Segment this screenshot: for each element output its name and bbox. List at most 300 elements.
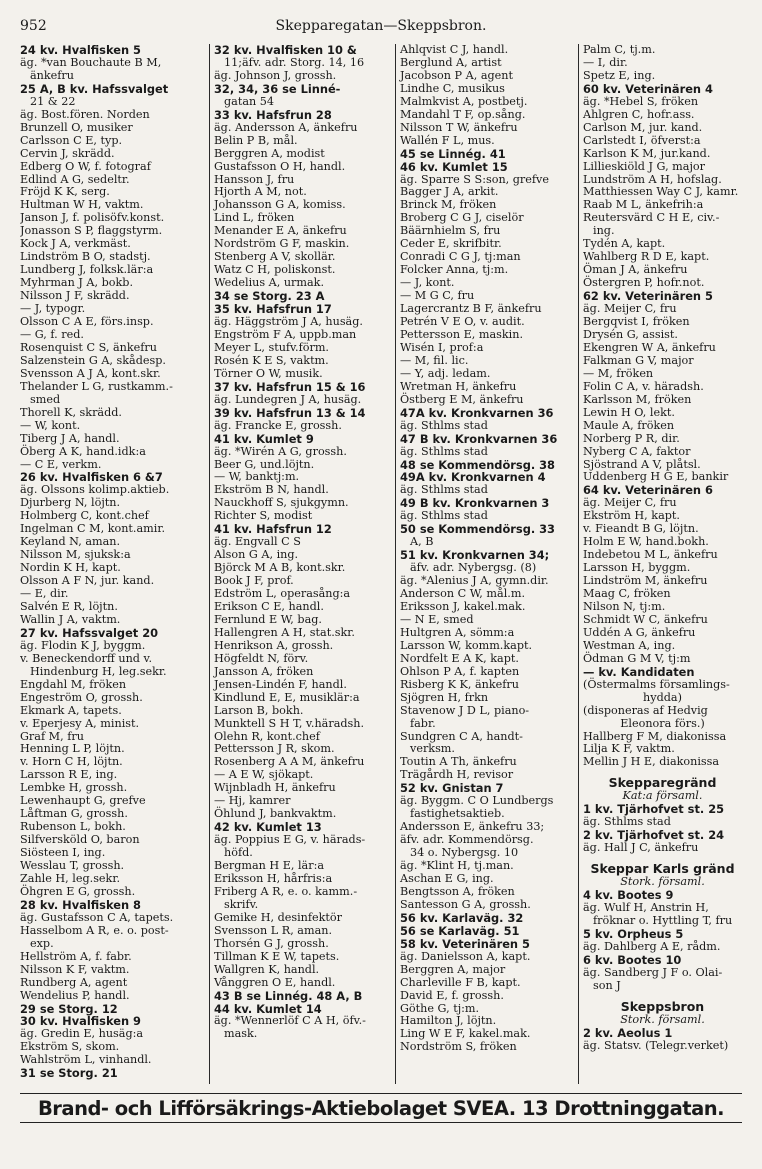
directory-entry: Hellström A, f. fabr. [20, 949, 132, 963]
directory-entry: Nauckhoff S, sjukgymn. [214, 496, 349, 510]
directory-entry: Petrén V E O, v. audit. [400, 315, 525, 329]
property-heading: 47 B kv. Kronkvarnen 36 [400, 431, 558, 446]
directory-entry: Drysén G, assist. [583, 327, 678, 341]
directory-entry: Karlson K M, jur.kand. [583, 146, 711, 160]
directory-entry: Andersson E, änkefru 33; [400, 820, 545, 834]
directory-entry: Rubenson L, bokh. [20, 820, 126, 834]
directory-entry: äg. Sthlms stad [400, 444, 488, 458]
directory-entry: Nordin K H, kapt. [20, 561, 121, 575]
directory-entry: exp. [30, 936, 54, 950]
directory-entry: Berglund A, artist [400, 55, 502, 69]
directory-entry: äg. Häggström J A, husäg. [214, 315, 363, 329]
directory-entry: Palm C, tj.m. [583, 44, 656, 56]
property-heading: 58 kv. Veterinären 5 [400, 936, 530, 951]
directory-entry: äg. *Alenius J A, gymn.dir. [400, 574, 549, 588]
property-heading: 64 kv. Veterinären 6 [583, 483, 713, 498]
directory-entry: Larsson R E, ing. [20, 768, 118, 782]
property-heading: 50 se Kommendörsg. 33 [400, 522, 555, 537]
directory-entry: Wendelius P, handl. [20, 988, 130, 1002]
directory-entry: Öhlund J, bankvaktm. [214, 807, 337, 821]
directory-entry: Lundberg J, folksk.lär:a [20, 263, 154, 277]
directory-entry: Spetz E, ing. [583, 68, 656, 82]
directory-entry: Lindhe C, musikus [400, 81, 505, 95]
directory-entry: Carlstedt I, öfverst:a [583, 133, 701, 147]
property-heading: 27 kv. Hafssvalget 20 [20, 625, 159, 640]
directory-entry: Engström F A, uppb.man [214, 327, 357, 341]
page-title: Skepparegatan—Skeppsbron. [275, 18, 487, 34]
directory-entry: — W, banktj:m. [214, 470, 300, 484]
directory-entry: Rosén K E S, vaktm. [214, 353, 329, 367]
directory-entry: Tydén A, kapt. [583, 237, 666, 251]
directory-entry: Olehn R, kont.chef [214, 729, 320, 743]
directory-entry: Brunzell O, musiker [20, 120, 133, 134]
directory-entry: Hasselbom A R, e. o. post- [20, 923, 169, 937]
directory-entry: höfd. [224, 846, 253, 860]
directory-entry: Larsson H, byggm. [583, 561, 691, 575]
directory-entry: Santesson G A, grossh. [400, 897, 531, 911]
directory-entry: Myhrman J A, bokb. [20, 276, 133, 290]
directory-entry: Holm E W, hand.bokh. [583, 535, 709, 549]
directory-entry: — C E, verkm. [20, 457, 102, 471]
directory-entry: Mellin J H E, diakonissa [583, 755, 720, 769]
directory-entry: Ling W E F, kakel.mak. [400, 1027, 531, 1041]
directory-entry: Wallén F L, mus. [400, 133, 495, 147]
directory-entry: Folin C A, v. häradsh. [583, 379, 704, 393]
directory-entry: Pettersson J R, skom. [214, 742, 335, 756]
directory-entry: äfv. adr. Kommendörsg. [400, 833, 534, 847]
directory-entry: äg. Sthlms stad [583, 815, 671, 829]
directory-entry: äfv. adr. Nybergsg. (8) [410, 561, 537, 575]
directory-entry: — Hj, kamrer [214, 794, 291, 808]
directory-entry: Beer G, und.löjtn. [214, 457, 315, 471]
directory-entry: Jansson A, fröken [214, 664, 314, 678]
directory-entry: Thelander L G, rustkamm.- [20, 379, 173, 393]
directory-entry: Ekström B N, handl. [214, 483, 329, 497]
property-heading: 49A kv. Kronkvarnen 4 [400, 470, 546, 485]
directory-entry: (Östermalms församlings- [583, 677, 730, 691]
directory-entry: äg. Wulf H, Anstrin H, [583, 901, 709, 915]
directory-entry: Ohlson P A, f. kapten [400, 664, 520, 678]
street-heading: Skeppar Karls gränd [590, 861, 735, 877]
directory-entry: gatan 54 [224, 94, 274, 108]
directory-entry: Eleonora förs.) [620, 716, 705, 730]
directory-entry: skrifv. [224, 897, 259, 911]
directory-entry: äg. *Klint H, tj.man. [400, 859, 514, 873]
directory-entry: Rosenquist C S, änkefru [20, 340, 157, 354]
directory-entry: Norberg P R, dir. [583, 431, 680, 445]
directory-entry: Book J F, prof. [214, 574, 294, 588]
property-heading: 1 kv. Tjärhofvet st. 25 [583, 802, 725, 817]
directory-entry: Tillman K E W, tapets. [214, 949, 340, 963]
directory-entry: Uddenberg H G E, bankir [583, 470, 729, 484]
directory-entry: äg. Dahlberg A E, rådm. [583, 939, 721, 953]
directory-entry: äg. Sparre S S:son, grefve [400, 172, 549, 186]
directory-entry: Östergren P, hofr.not. [583, 276, 705, 290]
property-heading: 25 A, B kv. Hafssvalget [20, 81, 169, 96]
property-heading: 2 kv. Aeolus 1 [583, 1025, 673, 1040]
directory-entry: Conradi C G J, tj:man [400, 250, 521, 264]
directory-entry: Tiberg J A, handl. [20, 431, 120, 445]
directory-entry: Eriksson H, hårfris:a [214, 872, 333, 885]
directory-entry: v. Eperjesy A, minist. [20, 716, 140, 730]
directory-entry: Sjöstrand A V, plåtsl. [583, 457, 701, 471]
property-heading: 47A kv. Kronkvarnen 36 [400, 405, 554, 420]
directory-entry: Erikson C E, handl. [214, 599, 324, 613]
directory-entry: Nordfelt E A K, kapt. [400, 651, 519, 665]
directory-entry: fabr. [410, 716, 436, 730]
property-heading: 51 kv. Kronkvarnen 34; [400, 548, 550, 563]
directory-entry: Ahlgren C, hofr.ass. [583, 107, 695, 121]
directory-entry: — E, dir. [20, 587, 69, 601]
directory-entry: Brinck M, fröken [400, 198, 497, 212]
directory-entry: Munktell S H T, v.häradsh. [214, 716, 365, 730]
footer-rule-bottom [20, 1122, 742, 1123]
directory-entry: ing. [593, 224, 615, 238]
directory-entry: Hjorth A M, not. [214, 185, 307, 199]
directory-entry: äg. Sandberg J F o. Olai- [583, 965, 723, 979]
directory-entry: Fröjd K K, serg. [20, 185, 110, 199]
directory-entry: Westman A, ing. [583, 638, 676, 652]
directory-entry: Nyberg C A, faktor [583, 444, 691, 458]
directory-entry: 11;äfv. adr. Storg. 14, 16 [224, 55, 365, 69]
property-heading: 24 kv. Hvalfisken 5 [20, 44, 141, 57]
directory-entry: äg. Lundegren J A, husäg. [214, 392, 362, 406]
footer-advertisement: Brand- och Lifförsäkrings-Aktiebolaget SVEA. 13 Drottninggatan. [37, 1097, 725, 1120]
directory-entry: äg. Olssons kolimp.aktieb. [20, 483, 170, 497]
directory-entry: Berggren A, major [400, 962, 506, 976]
directory-entry: Thorell K, skrädd. [20, 405, 122, 419]
directory-entry: Salvén E R, löjtn. [20, 599, 118, 613]
property-heading: 44 kv. Kumlet 14 [214, 1001, 322, 1016]
directory-entry: Svensson L R, aman. [214, 923, 333, 937]
property-heading: 60 kv. Veterinären 4 [583, 81, 713, 96]
property-heading: 4 kv. Bootes 9 [583, 888, 674, 903]
directory-entry: — A E W, sjökapt. [214, 768, 314, 782]
directory-entry: Fernlund E W, bag. [214, 612, 322, 626]
directory-entry: Belin P B, mål. [214, 133, 298, 147]
directory-entry: äg. Johnson J, grossh. [214, 68, 337, 82]
property-heading: 46 kv. Kumlet 15 [400, 159, 508, 174]
column-1 [20, 44, 209, 1084]
property-heading: 52 kv. Gnistan 7 [400, 781, 504, 796]
directory-entry: (disponeras af Hedvig [583, 703, 708, 717]
directory-entry: v. Beneckendorff und v. [20, 651, 153, 665]
directory-entry: Nordström S, fröken [400, 1040, 517, 1054]
directory-entry: Raab M L, änkefrih:a [583, 198, 704, 212]
property-heading: 43 B se Linnég. 48 A, B [214, 988, 363, 1003]
directory-entry: Uddén A G, änkefru [583, 625, 696, 639]
directory-entry: äg. Sthlms stad [400, 509, 488, 523]
directory-entry: Toutin A Th, änkefru [400, 755, 517, 769]
directory-entry: Låftman G, grossh. [20, 807, 128, 821]
directory-entry: Bergman H E, lär:a [214, 859, 325, 873]
directory-entry: Svensson A J A, kont.skr. [20, 366, 161, 380]
directory-entry: Meyer L, stufv.förm. [214, 340, 329, 354]
property-heading: 6 kv. Bootes 10 [583, 952, 682, 967]
directory-entry: — J, typogr. [20, 302, 86, 316]
property-heading: 62 kv. Veterinären 5 [583, 289, 713, 304]
parish-label: Stork. församl. [620, 875, 705, 889]
directory-entry: äg. Francke E, grossh. [214, 418, 342, 432]
directory-entry: Lilja K F, vaktm. [583, 742, 675, 756]
directory-entry: Nordström G F, maskin. [214, 237, 350, 251]
directory-entry: Thorsén G J, grossh. [214, 936, 329, 950]
property-heading: 28 kv. Hvalfisken 8 [20, 897, 141, 912]
directory-entry: äg. Bost.fören. Norden [20, 107, 150, 121]
directory-entry: Silfversköld O, baron [20, 833, 140, 847]
directory-entry: Larsson W, komm.kapt. [400, 638, 533, 652]
property-heading: 49 B kv. Kronkvarnen 3 [400, 496, 550, 511]
directory-entry: Lewin H O, lekt. [583, 405, 675, 419]
directory-entry: A, B [410, 535, 434, 549]
directory-entry: Rosenberg A A M, änkefru [214, 755, 365, 769]
directory-entry: Hallengren A H, stat.skr. [214, 625, 355, 639]
directory-entry: fastighetsaktieb. [410, 807, 505, 821]
property-heading: 30 kv. Hvalfisken 9 [20, 1014, 141, 1029]
directory-entry: Gustafsson O H, handl. [214, 159, 346, 173]
parish-label: Stork. församl. [620, 1012, 705, 1026]
directory-entry: Ceder E, skrifbitr. [400, 237, 502, 251]
directory-entry: äg. *Wennerlöf C A H, öfv.- [214, 1014, 366, 1028]
property-heading: 5 kv. Orpheus 5 [583, 926, 684, 941]
directory-entry: Siösteen I, ing. [20, 846, 106, 860]
directory-entry: Maag C, fröken [583, 587, 671, 601]
property-heading: 41 kv. Kumlet 9 [214, 431, 314, 446]
directory-entry: Hansson J, fru [214, 172, 295, 186]
directory-entry: äg. Poppius E G, v. härads- [214, 833, 366, 847]
directory-entry: Indebetou M L, änkefru [583, 548, 718, 562]
directory-entry: Carlsson C E, typ. [20, 133, 123, 147]
directory-entry: Anderson C W, mål.m. [400, 587, 525, 601]
column-2 [209, 44, 395, 1084]
directory-entry: Ingelman C M, kont.amir. [20, 522, 166, 536]
directory-entry: Nilsson J F, skrädd. [20, 289, 130, 303]
directory-entry: Ekström S, skom. [20, 1040, 120, 1054]
directory-entry: Watz C H, poliskonst. [214, 263, 336, 277]
directory-entry: Lillieskiöld J G, major [583, 159, 706, 173]
street-heading: Skepparegränd [608, 775, 717, 791]
directory-entry: Lagercrantz B F, änkefru [400, 302, 542, 316]
column-4 [578, 44, 742, 1084]
directory-entry: Sjögren H, frkn [400, 690, 489, 704]
directory-entry: smed [30, 392, 61, 406]
property-heading: 35 kv. Hafsfrun 17 [214, 302, 332, 317]
directory-entry: fröknar o. Hyttling T, fru [593, 914, 733, 927]
directory-entry: äg. Hall J C, änkefru [583, 841, 699, 855]
directory-entry: äg. Sthlms stad [400, 483, 488, 497]
directory-entry: Vånggren O E, handl. [214, 975, 336, 989]
directory-entry: — I, dir. [583, 55, 628, 69]
directory-entry: Bergqvist I, fröken [583, 315, 690, 329]
directory-entry: äg. *Hebel S, fröken [583, 94, 699, 108]
directory-entry: verksm. [410, 742, 455, 756]
directory-entry: — N E, smed [400, 612, 474, 626]
property-heading: 32, 34, 36 se Linné- [214, 81, 341, 96]
property-heading: 39 kv. Hafsfrun 13 & 14 [214, 405, 366, 420]
directory-entry: — M, fröken [583, 366, 654, 380]
directory-entry: v. Fieandt B G, löjtn. [583, 522, 699, 536]
directory-entry: Öhgren E G, grossh. [20, 884, 136, 898]
directory-entry: Larson B, bokh. [214, 703, 304, 717]
directory-entry: Öberg A K, hand.idk:a [20, 444, 146, 458]
directory-entry: Jacobson P A, agent [400, 68, 513, 82]
directory-entry: Lindström B O, stadstj. [20, 250, 151, 264]
directory-entry: Maule A, fröken [583, 418, 675, 432]
street-heading: Skeppsbron [620, 998, 705, 1014]
directory-entry: Kock J A, verkmäst. [20, 237, 131, 251]
directory-entry: Lembke H, grossh. [20, 781, 128, 795]
directory-entry: Göthe G, tj:m. [400, 1001, 480, 1015]
property-heading: 48 se Kommendörsg. 38 [400, 457, 555, 472]
property-heading: 56 kv. Karlaväg. 32 [400, 910, 524, 925]
directory-entry: Lindström M, änkefru [583, 574, 708, 588]
directory-entry: Matthiessen Way C J, kamr. [583, 185, 739, 199]
property-heading: 42 kv. Kumlet 13 [214, 820, 322, 835]
property-heading: 26 kv. Hvalfisken 6 &7 [20, 470, 163, 485]
directory-entry: Alson G A, ing. [214, 548, 299, 562]
directory-entry: Ödman G M V, tj:m [583, 651, 691, 665]
directory-entry: Wesslau T, grossh. [20, 859, 125, 873]
parish-label: Kat:a församl. [622, 789, 703, 803]
property-heading: 41 kv. Hafsfrun 12 [214, 522, 332, 537]
directory-entry: Hindenburg H, leg.sekr. [30, 664, 167, 678]
directory-entry: äg. Meijer C, fru [583, 302, 677, 316]
directory-entry: Hultgren A, sömm:a [400, 625, 515, 639]
property-heading: 56 se Karlaväg. 51 [400, 923, 520, 938]
directory-entry: äg. Gredin E, husäg:a [20, 1027, 144, 1041]
directory-entry: Högfeldt N, förv. [214, 651, 309, 665]
directory-entry: son J [593, 978, 621, 992]
directory-entry: Broberg C G J, ciselör [400, 211, 524, 225]
directory-entry: Risberg K K, änkefru [400, 677, 519, 691]
directory-entry: Ekström H, kapt. [583, 509, 680, 523]
directory-entry: Stenberg A V, skollär. [214, 250, 336, 264]
directory-entry: Janson J, f. polisöfv.konst. [20, 211, 165, 225]
directory-entry: änkefru [30, 68, 74, 82]
directory-entry: Henrikson A, grossh. [214, 638, 334, 652]
property-heading: 34 se Storg. 23 A [214, 289, 325, 304]
directory-entry: Nilson N, tj:m. [583, 599, 666, 613]
page-number: 952 [20, 18, 47, 34]
directory-entry: Gemike H, desinfektör [214, 910, 342, 924]
directory-entry: Aschan E G, ing. [400, 872, 494, 885]
directory-entry: Nilsson T W, änkefru [400, 120, 518, 134]
directory-entry: Graf M, fru [20, 729, 84, 743]
footer-rule-top [20, 1093, 742, 1094]
directory-entry: Keyland N, aman. [20, 535, 121, 549]
directory-entry: Friberg A R, e. o. kamm.- [214, 884, 358, 898]
directory-entry: Zahle H, leg.sekr. [20, 872, 121, 885]
directory-entry: Ekmark A, tapets. [20, 703, 122, 717]
directory-entry: Jensen-Lindén F, handl. [214, 677, 347, 691]
directory-entry: Schmidt W C, änkefru [583, 612, 708, 626]
directory-entry: — Y, adj. ledam. [400, 366, 491, 380]
directory-entry: Malmkvist A, postbetj. [400, 94, 528, 108]
directory-entry: — J, kont. [400, 276, 455, 290]
directory-entry: hydda) [643, 690, 682, 704]
directory-entry: Nilsson K F, vaktm. [20, 962, 130, 976]
directory-entry: Östberg E M, änkefru [400, 392, 524, 406]
directory-entry: Wisén I, prof:a [400, 340, 484, 354]
directory-entry: Wijnbladh H, änkefru [214, 781, 336, 795]
directory-entry: Holmberg C, kont.chef [20, 509, 149, 523]
directory-entry: Öman J A, änkefru [583, 263, 688, 277]
directory-entry: Richter S, modist [214, 509, 313, 523]
directory-entry: Engdahl M, fröken [20, 677, 127, 691]
directory-entry: äg. Byggm. C O Lundbergs [400, 794, 554, 808]
directory-entry: Djurberg N, löjtn. [20, 496, 121, 510]
page-header [20, 18, 744, 40]
directory-entry: 34 o. Nybergsg. 10 [410, 846, 519, 860]
directory-entry: Hultman W H, vaktm. [20, 198, 144, 212]
directory-entry: Wretman H, änkefru [400, 379, 517, 393]
directory-entry: David E, f. grossh. [400, 988, 504, 1002]
directory-entry: Kindlund E, E, musiklär:a [214, 690, 360, 704]
directory-entry: äg. Meijer C, fru [583, 496, 677, 510]
property-heading: 45 se Linnég. 41 [400, 146, 506, 161]
property-heading: 32 kv. Hvalfisken 10 & [214, 44, 357, 57]
directory-entry: Johansson G A, komiss. [214, 198, 346, 212]
property-heading: 37 kv. Hafsfrun 15 & 16 [214, 379, 366, 394]
directory-entry: Ahlqvist C J, handl. [400, 44, 509, 56]
directory-entry: Eriksson J, kakel.mak. [400, 599, 526, 613]
directory-entry: Sundgren C A, handt- [400, 729, 523, 743]
directory-entry: mask. [224, 1027, 258, 1041]
directory-entry: Edberg O W, f. fotograf [20, 159, 151, 173]
directory-entry: Wedelius A, urmak. [214, 276, 325, 290]
directory-entry: Karlsson M, fröken [583, 392, 692, 406]
directory-entry: Salzenstein G A, skådesp. [20, 353, 166, 367]
directory-entry: Törner O W, musik. [214, 366, 323, 380]
directory-entry: Rundberg A, agent [20, 975, 128, 989]
directory-entry: äg. Sthlms stad [400, 418, 488, 432]
property-heading: — kv. Kandidaten [583, 664, 695, 679]
directory-entry: v. Horn C H, löjtn. [20, 755, 123, 769]
directory-entry: Henning L P, löjtn. [20, 742, 125, 756]
directory-entry: Stavenow J D L, piano- [400, 703, 530, 717]
directory-entry: Engeström O, grossh. [20, 690, 143, 704]
directory-entry: Edlind A G, sedeltr. [20, 172, 130, 186]
directory-entry: Nilsson M, sjuksk:a [20, 548, 131, 562]
directory-entry: 21 & 22 [30, 94, 76, 108]
directory-entry: Falkman G V, major [583, 353, 694, 367]
property-heading: 2 kv. Tjärhofvet st. 24 [583, 828, 725, 843]
directory-entry: Charleville F B, kapt. [400, 975, 521, 989]
directory-entry: — M G C, fru [400, 289, 475, 303]
directory-entry: Cervin J, skrädd. [20, 146, 115, 160]
directory-entry: Pettersson E, maskin. [400, 327, 524, 341]
directory-entry: Olsson C A E, förs.insp. [20, 315, 154, 329]
directory-entry: Menander E A, änkefru [214, 224, 347, 238]
property-heading: 33 kv. Hafsfrun 28 [214, 107, 332, 122]
directory-entry: Wahlström L, vinhandl. [20, 1053, 152, 1067]
directory-entry: äg. *Wirén A G, grossh. [214, 444, 347, 458]
property-heading: 31 se Storg. 21 [20, 1066, 118, 1081]
directory-entry: äg. Statsv. (Telegr.verket) [583, 1038, 729, 1052]
directory-entry: äg. *van Bouchaute B M, [20, 55, 162, 69]
directory-entry: Wallgren K, handl. [214, 962, 320, 976]
directory-entry: Berggren A, modist [214, 146, 325, 160]
directory-entry: Hamilton J, löjtn. [400, 1014, 497, 1028]
directory-entry: Mandahl T F, op.sång. [400, 107, 526, 121]
directory-entry: Wallin J A, vaktm. [20, 612, 121, 626]
directory-columns [20, 44, 744, 1084]
directory-entry: Olsson A F N, jur. kand. [20, 574, 155, 588]
directory-entry: Lewenhaupt G, grefve [20, 794, 146, 808]
directory-entry: — W, kont. [20, 418, 81, 432]
property-heading: 29 se Storg. 12 [20, 1001, 118, 1016]
directory-entry: äg. Danielsson A, kapt. [400, 949, 531, 963]
